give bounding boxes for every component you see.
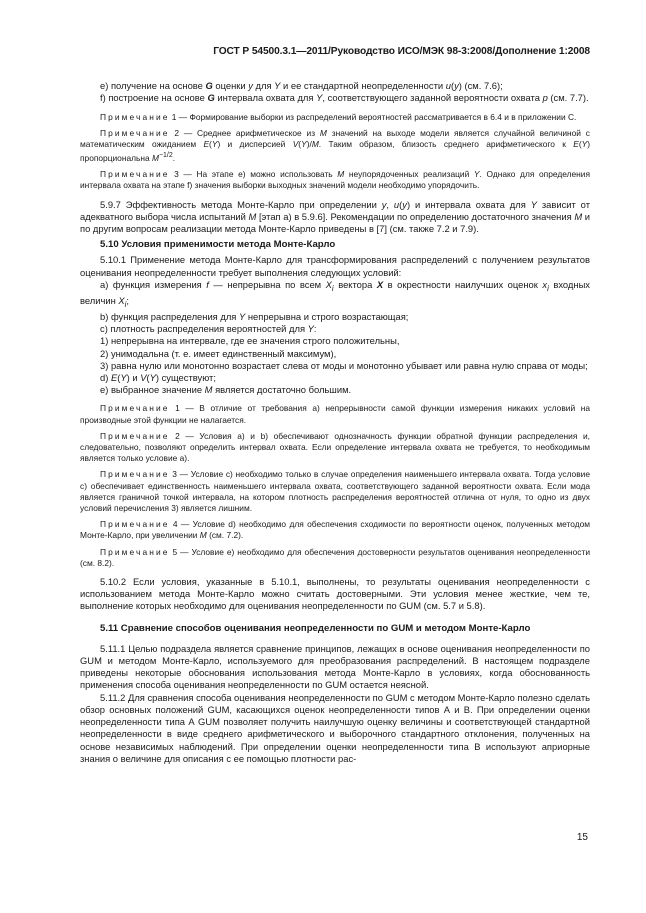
note-paragraph: Примечание 3 — На этапе е) можно использовать M неупорядоченных реализаций Y. Однако для определения интервала охвата на этапе f) значения выборки выходных значений модели необходимо упорядочить. — [80, 169, 590, 191]
paragraph: f) построение на основе G интервала охвата для Y, соответствующего заданной вероятности охвата p (см. 7.7). — [100, 92, 589, 104]
paragraph: b) функция распределения для Y непрерывна и строго возрастающая; — [100, 311, 409, 322]
paragraph: 2) унимодальна (т. е. имеет единственный максимум), — [100, 347, 337, 359]
paragraph: 5.10.1 Применение метода Монте-Карло для трансформирования распределений с получением результатов оценивания неопределенности требует выполнения следующих условий: — [80, 254, 590, 278]
note-paragraph: Примечание 2 — Условия а) и b) обеспечивают однозначность функции обратной функции распределения и, следовательно, позволяют определить интервал охвата. Если определение интервала охвата не требуется, то необходимым является только условие а). — [80, 430, 590, 464]
page-number: 15 — [576, 832, 588, 843]
paragraph: 3) равна нулю или монотонно возрастает слева от моды и монотонно убывает или равна нулю справа от моды; — [100, 359, 588, 371]
paragraph: 5.11.2 Для сравнения способа оценивания неопределенности по GUM с методом Монте-Карло полезно сделать обзор основных положений GUM, касающихся оценок неопределенности типов А и В. При определении оценки неопределенности типа А GUM позволяет получить наилучшую оценку величины и соответствующей стандартной неопределенности в виде среднего арифметического и выборочного стандартного отклонения, полученных на основе независимых наблюдений. При определении оценки неопределенности типа В используют априорные знания о величине для описания с ее помощью плотности рас- — [80, 691, 590, 764]
paragraph: d) E(Y) и V(Y) существуют; — [100, 372, 216, 384]
paragraph: е) получение на основе G оценки y для Y и ее стандартной неопределенности u(y) (см. 7.6); — [100, 80, 503, 92]
section-heading: 5.10 Условия применимости метода Монте-Карло — [100, 239, 336, 251]
note-paragraph: Примечание 1 — Формирование выборки из распределений вероятностей рассматривается в 6.4 и в приложении С. — [100, 111, 577, 122]
paragraph: 5.9.7 Эффективность метода Монте-Карло при определении y, u(y) и интервала охвата для Y зависит от адекватного выбора числа испытаний M [этап а) в 5.9.6]. Рекомендации по определению достаточного значения M и по другим вопросам реализации метода Монте-Карло приведены в [7] (см. также 7.2 и 7.9). — [80, 198, 590, 235]
note-paragraph: Примечание 5 — Условие е) необходимо для обеспечения достоверности результатов оценивания неопределенности (см. 8.2). — [80, 546, 590, 568]
paragraph: 5.10.2 Если условия, указанные в 5.10.1, выполнены, то результаты оценивания неопределенности с использованием метода Монте-Карло можно считать достоверными. Эти условия менее жесткие, чем те, выполнение которых необходимо для оценивания неопределенности по GUM (см. 5.7 и 5.8). — [80, 576, 590, 612]
paragraph: е) выбранное значение M является достаточно большим. — [100, 384, 352, 396]
note-paragraph: Примечание 3 — Условие с) необходимо только в случае определения наименьшего интервала охвата. Тогда условие с) обеспечивает единственность наименьшего интервала охвата, соответствующего заданной вероятности охвата. Если мода является граничной точкой интервала, на котором плотность распределения вероятностей отлична от нуля, то одно из двух условий перечисления 3) является лишним. — [80, 469, 590, 514]
note-paragraph: Примечание 1 — В отличие от требования а) непрерывности самой функции измерения никаких условий на производные этой функции не налагается. — [80, 403, 590, 425]
note-paragraph: Примечание 4 — Условие d) необходимо для обеспечения сходимости по вероятности оценок, полученных методом Монте-Карло, при увеличении M (см. 7.2). — [80, 519, 590, 541]
document-body — [80, 80, 590, 765]
paragraph: 1) непрерывна на интервале, где ее значения строго положительны, — [100, 335, 400, 347]
paragraph: 5.11.1 Целью подраздела является сравнение принципов, лежащих в основе оценивания неопределенности по GUM и методом Монте-Карло, используемого для преобразования распределений. В настоящем подразделе приведены некоторые обоснования использования метода Монте-Карло в условиях, когда обоснованность применения способа оценивания неопределенности по GUM остается неясной. — [80, 642, 590, 691]
paragraph: с) плотность распределения вероятностей для Y: — [100, 323, 317, 335]
section-heading: 5.11 Сравнение способов оценивания неопределенности по GUM и методом Монте-Карло — [100, 622, 531, 634]
paragraph: а) функция измерения f — непрерывна по всем $X_i$ вектора X в окрестности наилучших оценок $x_i$ входных величин $X_i$; — [80, 278, 590, 309]
document-header: ГОСТ Р 54500.3.1—2011/Руководство ИСО/МЭК 98-3:2008/Дополнение 1:2008 — [213, 46, 590, 57]
note-paragraph: Примечание 2 — Среднее арифметическое из M значений на выходе модели является случайной величиной с математическим ожиданием E(Y) и дисперсией V(Y)/M. Таким образом, близость среднего арифметического к E(Y) пропорциональна $M^{-1/2}$. — [80, 127, 590, 164]
